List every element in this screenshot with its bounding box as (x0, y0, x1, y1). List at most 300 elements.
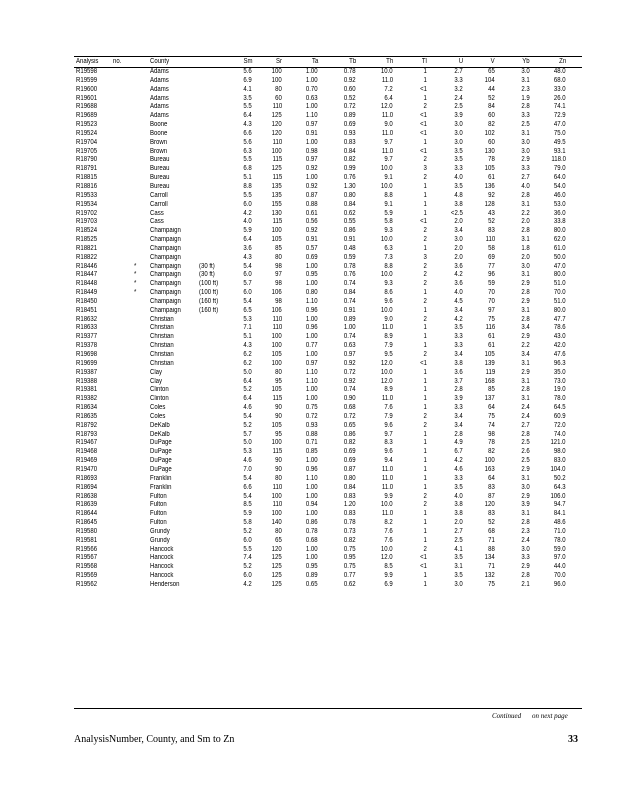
cell-tl: 1 (423, 289, 427, 297)
table-row (0, 431, 618, 440)
cell-tl: 1 (423, 138, 427, 146)
cell-yb: 3.9 (521, 501, 530, 509)
cell-th: 8.8 (384, 262, 393, 270)
cell-v: 74 (488, 421, 495, 429)
cell-county: Adams (150, 85, 169, 93)
table-row (0, 271, 618, 280)
cell-th: 8.5 (384, 563, 393, 571)
cell-sr: 105 (271, 351, 282, 358)
table-header-row (0, 57, 618, 67)
cell-u: 2.7 (454, 527, 463, 535)
cell-u: 3.4 (454, 227, 463, 235)
cell-sr: 115 (272, 448, 282, 456)
table-row (0, 263, 618, 272)
cell-tb: 0.82 (344, 156, 356, 164)
cell-sr: 80 (275, 253, 282, 261)
cell-ta: 0.95 (306, 271, 318, 279)
cell-id: R19567 (76, 554, 98, 562)
cell-tb: 0.74 (344, 280, 356, 288)
cell-ta: 1.10 (306, 368, 318, 376)
cell-id: R19566 (76, 545, 98, 553)
table-row (0, 475, 618, 484)
cell-sm: 4.6 (243, 404, 252, 412)
cell-tl: 2 (423, 227, 427, 235)
cell-sm: 7.1 (243, 324, 252, 332)
cell-tb: 0.91 (344, 306, 356, 314)
cell-sm: 5.9 (243, 227, 252, 235)
cell-tl: 1 (423, 580, 427, 588)
cell-u: 3.8 (454, 359, 463, 367)
cell-yb: 2.8 (521, 430, 530, 438)
table-row (0, 307, 618, 316)
cell-v: 110 (485, 236, 495, 244)
cell-zn: 51.0 (554, 280, 566, 288)
cell-tb: 0.69 (344, 457, 356, 465)
cell-sr: 125 (271, 165, 282, 173)
cell-sr: 80 (275, 474, 282, 482)
table-row (0, 342, 618, 351)
cell-depth: (160 ft) (199, 297, 219, 305)
cell-th: 9.3 (384, 227, 393, 235)
footer-title: AnalysisNumber, County, and Sm to Zn (74, 734, 235, 745)
cell-v: 83 (488, 510, 495, 518)
cell-th: 12.0 (381, 103, 393, 111)
cell-sm: 5.2 (243, 563, 252, 571)
cell-v: 52 (488, 519, 495, 527)
table-row (0, 333, 618, 342)
table-row (0, 378, 618, 387)
cell-yb: 3.4 (521, 324, 530, 332)
cell-v: 100 (484, 457, 495, 465)
cell-tl: 1 (423, 342, 427, 350)
cell-u: 4.0 (454, 174, 463, 182)
cell-id: R19702 (76, 209, 98, 217)
cell-tl: 1 (423, 68, 427, 75)
cell-ta: 0.85 (306, 448, 318, 456)
cell-sr: 125 (271, 554, 282, 562)
cell-sm: 6.0 (243, 572, 252, 580)
cell-yb: 2.2 (521, 209, 530, 217)
cell-v: 78 (488, 156, 495, 164)
cell-sm: 6.3 (243, 147, 252, 155)
cell-tb: 0.62 (344, 209, 356, 217)
cell-zn: 50.2 (554, 474, 566, 482)
cell-u: 4.8 (454, 191, 463, 199)
cell-zn: 54.0 (554, 182, 566, 190)
cell-zn: 93.1 (554, 147, 566, 155)
table-row (0, 68, 618, 77)
cell-v: 44 (488, 85, 495, 93)
table-row (0, 493, 618, 502)
cell-u: 3.6 (454, 280, 463, 288)
cell-ta: 0.88 (306, 200, 318, 208)
cell-u: 2.4 (454, 94, 463, 102)
cell-yb: 3.1 (521, 236, 530, 244)
cell-th: 8.8 (384, 191, 393, 199)
cell-yb: 2.3 (521, 527, 530, 535)
cell-sr: 105 (271, 236, 282, 244)
cell-tl: 1 (423, 457, 427, 465)
cell-sr: 80 (275, 85, 282, 93)
cell-county: Champaign (150, 271, 181, 279)
cell-th: 11.0 (381, 510, 393, 518)
cell-th: 9.9 (384, 492, 393, 500)
cell-tl: 1 (423, 483, 427, 491)
cell-sr: 120 (271, 129, 282, 137)
cell-id: R18446 (76, 262, 98, 270)
cell-county: Bureau (150, 165, 170, 173)
cell-zn: 75.0 (554, 129, 566, 137)
cell-zn: 84.1 (554, 510, 566, 518)
cell-v: 139 (484, 359, 495, 367)
cell-sm: 5.3 (243, 448, 252, 456)
cell-yb: 3.4 (521, 351, 530, 358)
cell-sr: 125 (271, 580, 282, 588)
cell-id: R19533 (76, 191, 98, 199)
cell-tb: 0.92 (344, 359, 356, 367)
cell-tb: 0.84 (344, 147, 356, 155)
cell-th: 8.9 (384, 386, 393, 394)
cell-v: 58 (488, 244, 495, 252)
cell-th: 9.0 (384, 315, 393, 323)
cell-mark: * (134, 271, 137, 279)
cell-tb: 0.84 (344, 289, 356, 297)
cell-v: 71 (488, 563, 495, 571)
table-row (0, 165, 618, 174)
cell-ta: 1.00 (306, 103, 318, 111)
cell-ta: 1.00 (306, 457, 318, 465)
cell-ta: 0.98 (306, 147, 318, 155)
cell-tl: <1 (420, 147, 427, 155)
cell-th: 7.9 (384, 412, 393, 420)
cell-v: 82 (488, 448, 495, 456)
cell-v: 128 (484, 200, 495, 208)
cell-sm: 5.4 (243, 297, 252, 305)
cell-v: 43 (488, 209, 495, 217)
cell-tb: 0.72 (344, 368, 356, 376)
cell-yb: 3.0 (521, 147, 530, 155)
cell-sr: 100 (271, 68, 282, 75)
cell-u: 3.3 (454, 333, 463, 341)
cell-th: 10.0 (381, 182, 393, 190)
cell-tl: 1 (423, 182, 427, 190)
cell-u: 4.1 (454, 545, 463, 553)
cell-sm: 6.4 (243, 377, 252, 385)
table-row (0, 360, 618, 369)
cell-county: Adams (150, 112, 169, 120)
cell-county: Adams (150, 76, 169, 84)
cell-tb: 0.86 (344, 430, 356, 438)
cell-id: R19699 (76, 359, 98, 367)
cell-v: 136 (484, 182, 495, 190)
cell-sm: 5.5 (243, 103, 252, 111)
cell-sm: 4.2 (243, 580, 252, 588)
cell-ta: 0.88 (306, 430, 318, 438)
cell-id: R19601 (76, 94, 98, 102)
cell-sr: 95 (275, 377, 282, 385)
cell-ta: 0.75 (306, 404, 318, 412)
cell-tb: 0.89 (344, 112, 356, 120)
cell-id: R18448 (76, 280, 98, 288)
cell-ta: 1.00 (306, 138, 318, 146)
cell-county: Coles (150, 412, 166, 420)
cell-v: 85 (488, 386, 495, 394)
cell-tb: 0.74 (344, 297, 356, 305)
cell-id: R19598 (76, 68, 98, 75)
cell-tl: 2 (423, 156, 427, 164)
cell-county: Fulton (150, 510, 167, 518)
cell-tb: 0.77 (344, 572, 356, 580)
cell-zn: 64.5 (554, 404, 566, 412)
cell-v: 52 (488, 218, 495, 226)
cell-th: 11.0 (381, 324, 393, 332)
table-row (0, 528, 618, 537)
cell-ta: 0.72 (306, 412, 318, 420)
cell-sr: 100 (271, 359, 282, 367)
table-row (0, 201, 618, 210)
cell-zn: 78.0 (554, 395, 566, 403)
cell-sr: 135 (271, 182, 282, 190)
cell-zn: 78.0 (554, 536, 566, 544)
cell-yb: 3.1 (521, 129, 530, 137)
cell-th: 9.6 (384, 448, 393, 456)
cell-sr: 115 (272, 174, 282, 182)
cell-v: 70 (488, 297, 495, 305)
cell-yb: 3.1 (521, 76, 530, 84)
cell-zn: 104.0 (550, 465, 566, 473)
cell-v: 132 (484, 572, 495, 580)
cell-ta: 0.78 (306, 527, 318, 535)
cell-v: 64 (488, 404, 495, 412)
cell-v: 52 (488, 94, 495, 102)
cell-th: 10.0 (381, 165, 393, 173)
cell-v: 78 (488, 439, 495, 447)
cell-v: 98 (488, 430, 495, 438)
cell-v: 75 (488, 580, 495, 588)
cell-v: 83 (488, 227, 495, 235)
cell-yb: 3.1 (521, 271, 530, 279)
cell-yb: 2.8 (521, 289, 530, 297)
cell-yb: 2.5 (521, 457, 530, 465)
cell-yb: 2.2 (521, 342, 530, 350)
cell-county: Grundy (150, 536, 170, 544)
cell-u: 2.0 (454, 244, 463, 252)
cell-sr: 115 (272, 218, 282, 226)
cell-tb: 0.65 (344, 421, 356, 429)
cell-u: 3.3 (454, 474, 463, 482)
cell-zn: 72.0 (554, 421, 566, 429)
cell-mark: * (134, 262, 137, 270)
cell-v: 75 (488, 412, 495, 420)
cell-u: 3.5 (454, 483, 463, 491)
page-number: 33 (568, 734, 578, 745)
cell-sm: 6.8 (243, 165, 252, 173)
cell-id: R19580 (76, 527, 98, 535)
cell-sm: 5.0 (243, 439, 252, 447)
table-row (0, 510, 618, 519)
cell-ta: 0.70 (306, 85, 318, 93)
cell-zn: 64.3 (554, 483, 566, 491)
cell-tb: 0.84 (344, 483, 356, 491)
cell-county: DuPage (150, 465, 172, 473)
cell-sm: 5.7 (243, 430, 252, 438)
cell-zn: 80.0 (554, 227, 566, 235)
cell-u: 3.4 (454, 351, 463, 358)
table-row (0, 554, 618, 563)
cell-th: 7.3 (384, 253, 393, 261)
cell-county: Christian (150, 342, 174, 350)
cell-county: Champaign (150, 236, 181, 244)
table-row (0, 156, 618, 165)
cell-sr: 110 (272, 501, 282, 509)
cell-yb: 3.0 (521, 483, 530, 491)
cell-tl: 1 (423, 439, 427, 447)
cell-county: Clay (150, 368, 163, 376)
cell-sm: 6.0 (243, 536, 252, 544)
cell-u: 3.4 (454, 412, 463, 420)
cell-u: 3.9 (454, 112, 463, 120)
cell-yb: 3.1 (521, 359, 530, 367)
cell-id: R18645 (76, 519, 98, 527)
cell-sr: 110 (272, 138, 282, 146)
cell-tl: 2 (423, 545, 427, 553)
table-bottom-rule (74, 708, 582, 709)
cell-tb: 0.84 (344, 200, 356, 208)
cell-zn: 96.3 (554, 359, 566, 367)
cell-yb: 2.0 (521, 253, 530, 261)
cell-sr: 80 (275, 527, 282, 535)
cell-id: R19698 (76, 351, 98, 358)
cell-u: 3.2 (454, 85, 463, 93)
table-row (0, 316, 618, 325)
table-row (0, 572, 618, 581)
cell-u: <2.5 (451, 209, 463, 217)
cell-sm: 5.5 (243, 191, 252, 199)
cell-v: 137 (484, 395, 495, 403)
cell-sm: 5.4 (243, 492, 252, 500)
cell-u: 3.0 (454, 129, 463, 137)
cell-yb: 2.1 (521, 580, 530, 588)
cell-th: 12.0 (381, 359, 393, 367)
table-row (0, 448, 618, 457)
cell-tb: 0.76 (344, 271, 356, 279)
cell-v: 61 (488, 333, 495, 341)
cell-tl: 2 (423, 501, 427, 509)
cell-sr: 100 (271, 333, 282, 341)
cell-ta: 0.92 (306, 227, 318, 235)
cell-v: 65 (488, 68, 495, 75)
cell-ta: 1.00 (306, 68, 318, 75)
col-header-v: V (490, 58, 495, 65)
cell-sr: 65 (275, 536, 282, 544)
cell-ta: 0.57 (306, 244, 318, 252)
cell-u: 3.5 (454, 156, 463, 164)
cell-sr: 140 (271, 519, 282, 527)
cell-sr: 115 (272, 156, 282, 164)
cell-yb: 3.0 (521, 545, 530, 553)
cell-zn: 48.0 (554, 68, 566, 75)
cell-ta: 0.97 (306, 121, 318, 129)
cell-ta: 0.92 (306, 165, 318, 173)
cell-tl: 2 (423, 271, 427, 279)
cell-county: Carroll (150, 200, 168, 208)
cell-yb: 2.5 (521, 121, 530, 129)
cell-th: 10.0 (381, 368, 393, 376)
cell-yb: 1.9 (521, 94, 530, 102)
cell-sm: 5.3 (243, 315, 252, 323)
page-footer (0, 734, 618, 748)
cell-ta: 1.00 (306, 315, 318, 323)
cell-id: R19469 (76, 457, 98, 465)
cell-yb: 2.9 (521, 333, 530, 341)
cell-v: 71 (488, 536, 495, 544)
table-row (0, 218, 618, 227)
cell-yb: 3.1 (521, 377, 530, 385)
cell-yb: 2.9 (521, 563, 530, 571)
cell-county: Henderson (150, 580, 180, 588)
cell-ta: 1.00 (306, 333, 318, 341)
cell-tl: <1 (420, 554, 427, 562)
cell-county: Christian (150, 315, 174, 323)
cell-zn: 26.0 (554, 94, 566, 102)
cell-id: R18632 (76, 315, 98, 323)
cell-tb: 0.52 (344, 94, 356, 102)
cell-id: R19705 (76, 147, 98, 155)
cell-th: 9.1 (384, 200, 393, 208)
cell-th: 11.0 (381, 129, 393, 137)
cell-zn: 49.5 (554, 138, 566, 146)
cell-th: 9.6 (384, 421, 393, 429)
cell-u: 3.3 (454, 404, 463, 412)
cell-u: 3.1 (454, 563, 463, 571)
cell-county: Fulton (150, 519, 167, 527)
cell-sr: 90 (275, 457, 282, 465)
cell-county: Grundy (150, 527, 170, 535)
next-page-label: on next page (532, 712, 568, 720)
table-row (0, 413, 618, 422)
cell-sr: 120 (271, 121, 282, 129)
cell-id: R18450 (76, 297, 98, 305)
cell-ta: 1.00 (306, 386, 318, 394)
table-row (0, 112, 618, 121)
cell-v: 83 (488, 483, 495, 491)
cell-sm: 6.2 (243, 351, 252, 358)
cell-sr: 135 (271, 191, 282, 199)
cell-zn: 94.7 (554, 501, 566, 509)
cell-th: 8.3 (384, 439, 393, 447)
cell-sm: 4.1 (243, 85, 252, 93)
cell-tl: 2 (423, 262, 427, 270)
cell-county: Clinton (150, 386, 169, 394)
cell-ta: 1.00 (306, 492, 318, 500)
cell-v: 120 (484, 501, 495, 509)
cell-sm: 5.8 (243, 519, 252, 527)
cell-zn: 70.0 (554, 289, 566, 297)
table-row (0, 77, 618, 86)
cell-county: Hancock (150, 563, 174, 571)
table-row (0, 86, 618, 95)
cell-v: 61 (488, 174, 495, 182)
cell-tb: 0.83 (344, 492, 356, 500)
cell-sr: 105 (271, 421, 282, 429)
cell-sm: 4.3 (243, 121, 252, 129)
cell-tb: 0.97 (344, 351, 356, 358)
cell-zn: 35.0 (554, 368, 566, 376)
col-header-yb: Yb (522, 58, 530, 65)
cell-id: R18822 (76, 253, 98, 261)
cell-id: R18790 (76, 156, 98, 164)
cell-sr: 106 (271, 289, 282, 297)
